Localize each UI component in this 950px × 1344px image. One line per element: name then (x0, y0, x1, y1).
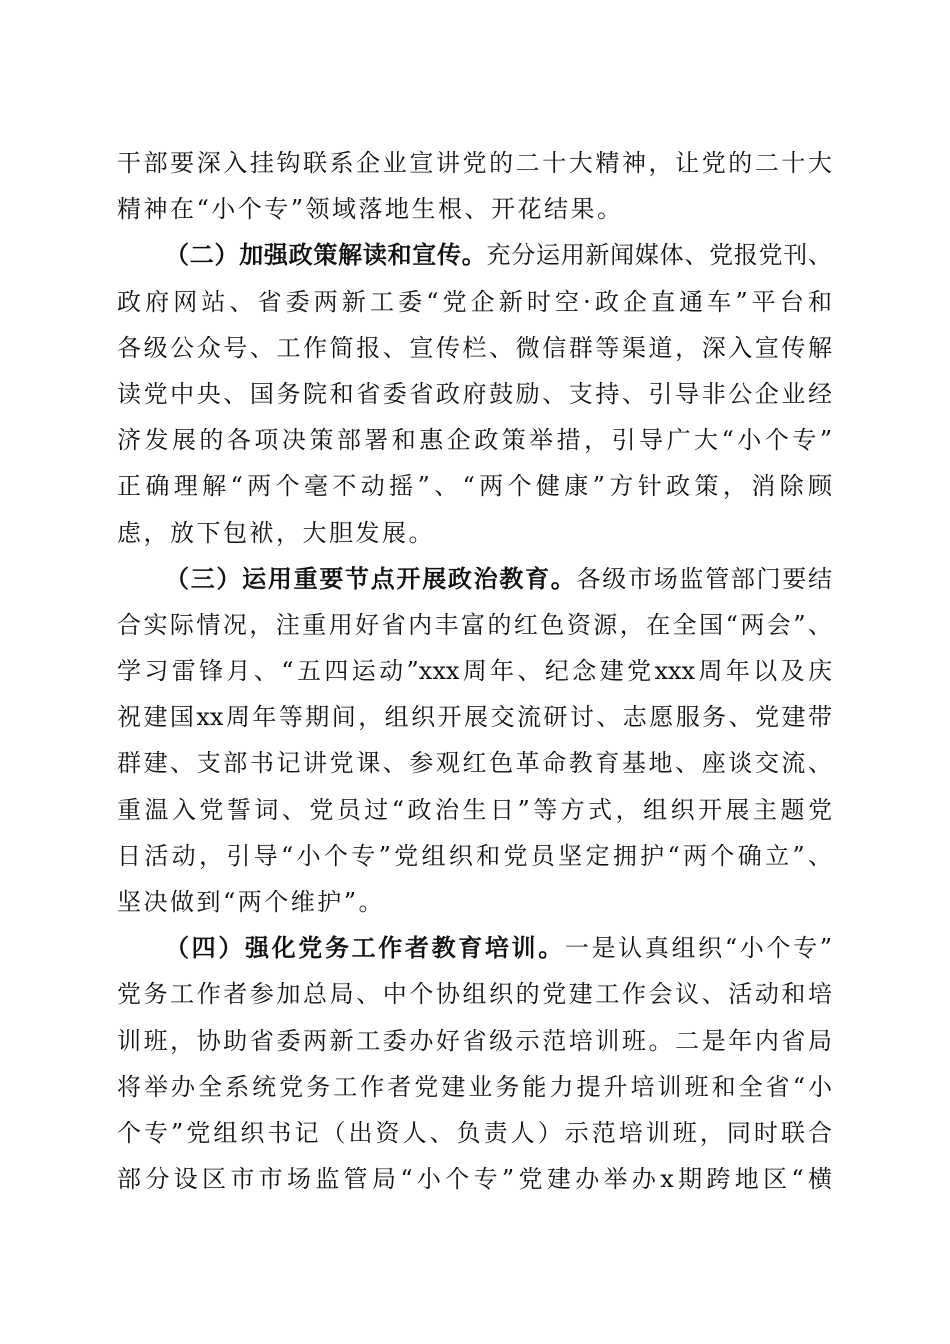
text-line: 个专”党组织书记（出资人、负责人）示范培训班，同时联合 (117, 1118, 832, 1147)
text-line: 正确理解“两个毫不动摇”、“两个健康”方针政策，消除顾 (117, 472, 832, 501)
text-line: 精神在“小个专”领域落地生根、开花结果。 (117, 195, 624, 224)
text-line: 干部要深入挂钩联系企业宣讲党的二十大精神，让党的二十大 (117, 149, 832, 177)
section-heading: （二）加强政策解读和宣传。 (165, 240, 487, 270)
section-heading: （三）运用重要节点开展政治教育。 (165, 563, 577, 593)
text-line (117, 925, 832, 971)
text-line: 合实际情况，注重用好省内丰富的红色资源，在全国“两会”、 (117, 610, 832, 639)
text-line: 日活动，引导“小个专”党组织和党员坚定拥护“两个确立”、 (117, 841, 832, 870)
text-line: 虑，放下包袱，大胆发展。 (117, 518, 435, 547)
text-line (117, 232, 832, 278)
text-run: 各级市场监管部门要结 (576, 564, 833, 593)
paragraph (117, 925, 832, 1202)
text-line: 学习雷锋月、“五四运动”xxx周年、纪念建党xxx周年以及庆 (117, 657, 832, 686)
text-line: 祝建国xx周年等期间，组织开展交流研讨、志愿服务、党建带 (117, 703, 832, 732)
paragraph (117, 556, 832, 926)
text-line: 济发展的各项决策部署和惠企政策举措，引导广大“小个专” (117, 426, 832, 455)
text-line: 政府网站、省委两新工委“党企新时空·政企直通车”平台和 (117, 287, 832, 316)
text-line: 将举办全系统党务工作者党建业务能力提升培训班和全省“小 (117, 1072, 832, 1101)
text-line (117, 556, 832, 602)
text-run: 充分运用新闻媒体、党报党刊、 (486, 241, 832, 270)
paragraph (117, 140, 832, 232)
text-line: 训班，协助省委两新工委办好省级示范培训班。二是年内省局 (117, 1026, 832, 1055)
text-line: 部分设区市市场监管局“小个专”党建办举办x期跨地区“横 (117, 1165, 832, 1194)
text-line: 读党中央、国务院和省委省政府鼓励、支持、引导非公企业经 (117, 379, 832, 408)
text-line: 各级公众号、工作简报、宣传栏、微信群等渠道，深入宣传解 (117, 333, 832, 362)
text-line: 群建、支部书记讲党课、参观红色革命教育基地、座谈交流、 (117, 749, 832, 778)
text-line: 坚决做到“两个维护”。 (117, 888, 386, 916)
section-heading: （四）强化党务工作者教育培训。 (165, 933, 565, 963)
body-text (117, 140, 832, 1202)
paragraph (117, 232, 832, 555)
text-line: 重温入党誓词、党员过“政治生日”等方式，组织开展主题党 (117, 795, 832, 824)
text-run: 一是认真组织“小个专” (564, 934, 832, 963)
text-line: 党务工作者参加总局、中个协组织的党建工作会议、活动和培 (117, 980, 832, 1009)
